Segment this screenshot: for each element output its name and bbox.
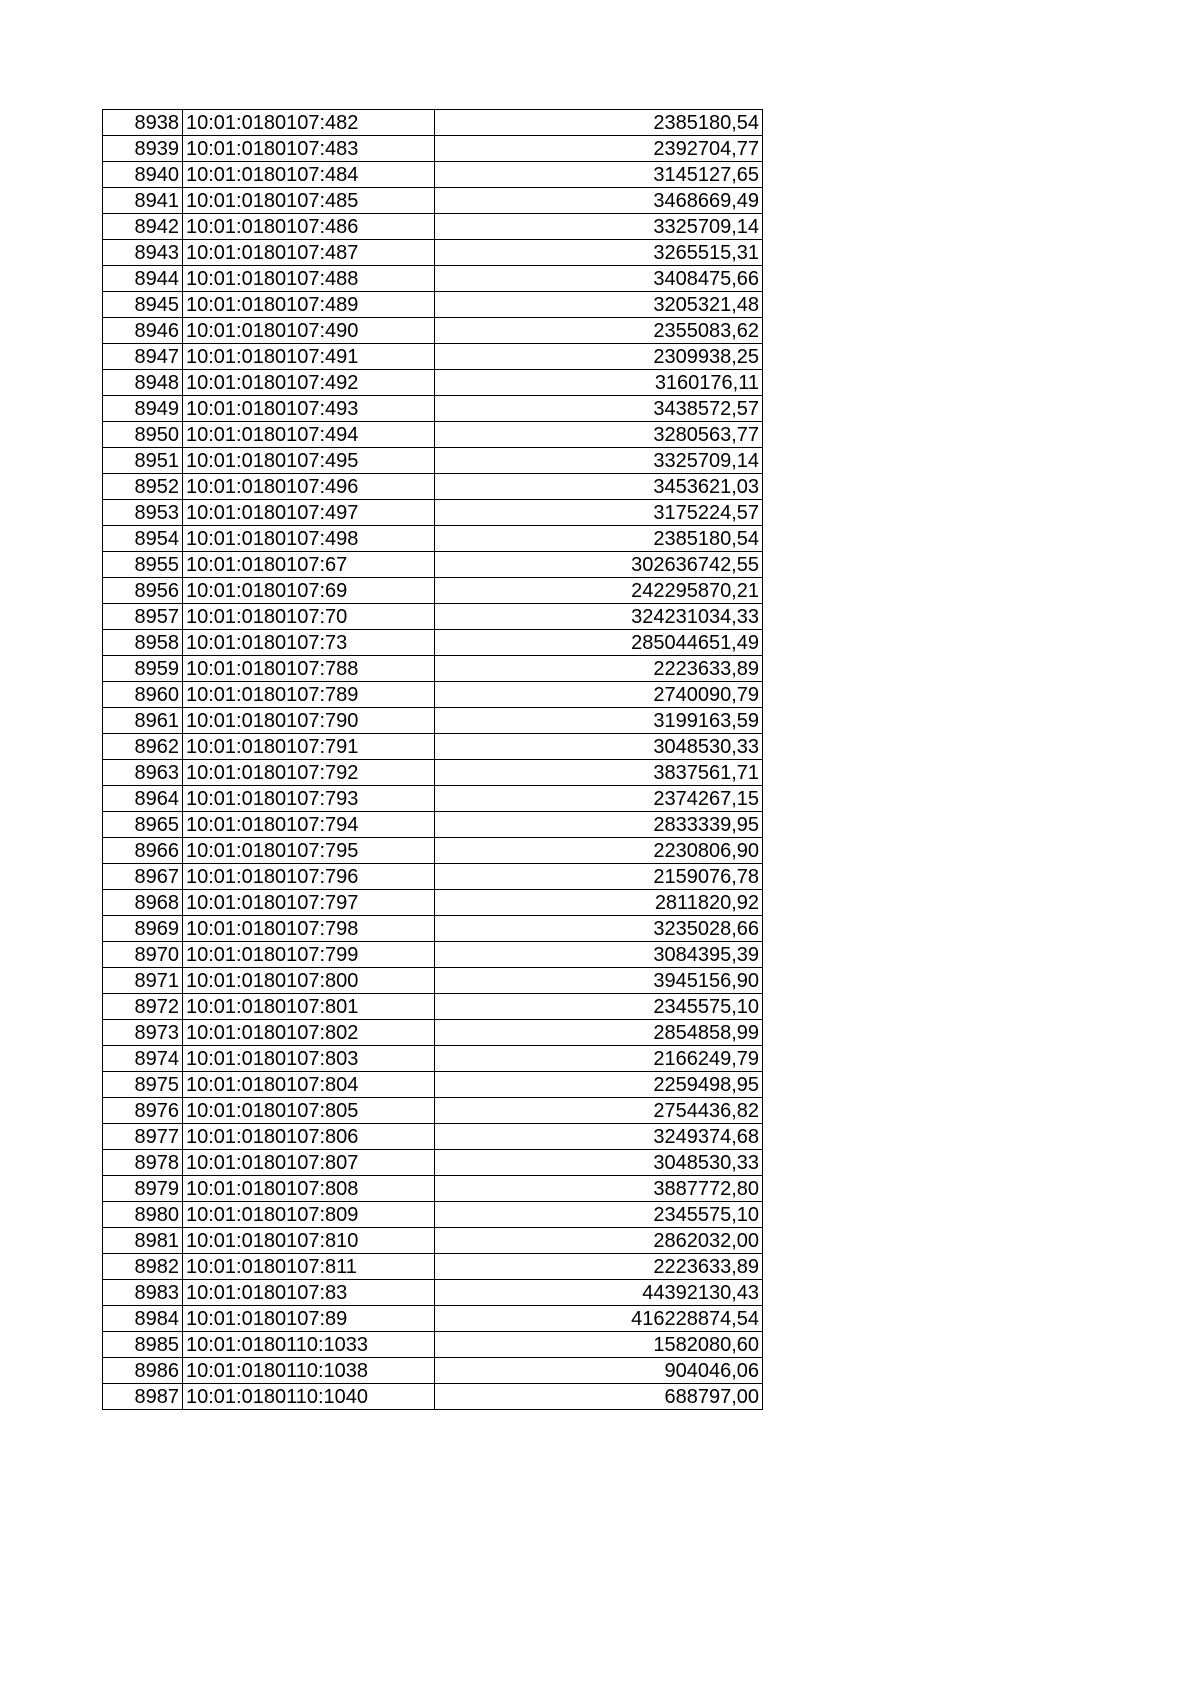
cadastral-value: 2345575,10: [435, 994, 763, 1020]
cadastral-value: 2309938,25: [435, 344, 763, 370]
table-row: [103, 838, 763, 864]
table-row: [103, 708, 763, 734]
cadastral-value: 2230806,90: [435, 838, 763, 864]
row-number: 8949: [103, 396, 183, 422]
table-row: [103, 1098, 763, 1124]
cadastral-value: 2385180,54: [435, 526, 763, 552]
row-number: 8952: [103, 474, 183, 500]
cadastral-value: 2385180,54: [435, 110, 763, 136]
table-row: [103, 942, 763, 968]
cadastral-number: 10:01:0180107:497: [183, 500, 435, 526]
table-row: [103, 760, 763, 786]
cadastral-value: 2159076,78: [435, 864, 763, 890]
table-row: [103, 1046, 763, 1072]
cadastral-value: 3160176,11: [435, 370, 763, 396]
cadastral-number: 10:01:0180107:800: [183, 968, 435, 994]
row-number: 8975: [103, 1072, 183, 1098]
table-row: [103, 526, 763, 552]
cadastral-value: 2740090,79: [435, 682, 763, 708]
cadastral-value: 3205321,48: [435, 292, 763, 318]
cadastral-number: 10:01:0180107:491: [183, 344, 435, 370]
table-body: [103, 110, 763, 1410]
row-number: 8966: [103, 838, 183, 864]
cadastral-number: 10:01:0180110:1040: [183, 1384, 435, 1410]
table-row: [103, 1384, 763, 1410]
cadastral-number: 10:01:0180107:790: [183, 708, 435, 734]
row-number: 8976: [103, 1098, 183, 1124]
row-number: 8974: [103, 1046, 183, 1072]
cadastral-number: 10:01:0180107:795: [183, 838, 435, 864]
cadastral-value: 2374267,15: [435, 786, 763, 812]
table-row: [103, 1358, 763, 1384]
row-number: 8979: [103, 1176, 183, 1202]
table-row: [103, 630, 763, 656]
cadastral-value: 3887772,80: [435, 1176, 763, 1202]
cadastral-number: 10:01:0180107:487: [183, 240, 435, 266]
row-number: 8938: [103, 110, 183, 136]
cadastral-number: 10:01:0180107:490: [183, 318, 435, 344]
row-number: 8981: [103, 1228, 183, 1254]
cadastral-value: 3199163,59: [435, 708, 763, 734]
cadastral-value: 3280563,77: [435, 422, 763, 448]
table-row: [103, 890, 763, 916]
cadastral-value: 242295870,21: [435, 578, 763, 604]
cadastral-value: 3084395,39: [435, 942, 763, 968]
table-row: [103, 344, 763, 370]
cadastral-number: 10:01:0180110:1038: [183, 1358, 435, 1384]
table-row: [103, 604, 763, 630]
cadastral-value: 3325709,14: [435, 214, 763, 240]
cadastral-number: 10:01:0180107:791: [183, 734, 435, 760]
cadastral-value: 2166249,79: [435, 1046, 763, 1072]
cadastral-number: 10:01:0180107:69: [183, 578, 435, 604]
cadastral-value: 3438572,57: [435, 396, 763, 422]
cadastral-value: 3408475,66: [435, 266, 763, 292]
row-number: 8963: [103, 760, 183, 786]
cadastral-value: 3048530,33: [435, 1150, 763, 1176]
table-row: [103, 292, 763, 318]
cadastral-value: 3325709,14: [435, 448, 763, 474]
cadastral-value: 2833339,95: [435, 812, 763, 838]
table-row: [103, 266, 763, 292]
cadastral-value: 2355083,62: [435, 318, 763, 344]
cadastral-number: 10:01:0180107:70: [183, 604, 435, 630]
cadastral-number: 10:01:0180107:801: [183, 994, 435, 1020]
cadastral-value: 1582080,60: [435, 1332, 763, 1358]
table-row: [103, 318, 763, 344]
cadastral-value: 3468669,49: [435, 188, 763, 214]
row-number: 8961: [103, 708, 183, 734]
cadastral-number: 10:01:0180107:494: [183, 422, 435, 448]
cadastral-number: 10:01:0180107:486: [183, 214, 435, 240]
cadastral-number: 10:01:0180107:483: [183, 136, 435, 162]
row-number: 8945: [103, 292, 183, 318]
cadastral-number: 10:01:0180107:788: [183, 656, 435, 682]
row-number: 8958: [103, 630, 183, 656]
table-row: [103, 1124, 763, 1150]
row-number: 8940: [103, 162, 183, 188]
cadastral-number: 10:01:0180107:808: [183, 1176, 435, 1202]
cadastral-number: 10:01:0180107:810: [183, 1228, 435, 1254]
cadastral-value: 416228874,54: [435, 1306, 763, 1332]
cadastral-value: 302636742,55: [435, 552, 763, 578]
table-row: [103, 1202, 763, 1228]
table-row: [103, 188, 763, 214]
row-number: 8948: [103, 370, 183, 396]
cadastral-number: 10:01:0180107:492: [183, 370, 435, 396]
table-row: [103, 916, 763, 942]
row-number: 8970: [103, 942, 183, 968]
table-row: [103, 1020, 763, 1046]
cadastral-number: 10:01:0180107:493: [183, 396, 435, 422]
cadastral-value: 904046,06: [435, 1358, 763, 1384]
table-row: [103, 552, 763, 578]
row-number: 8953: [103, 500, 183, 526]
row-number: 8946: [103, 318, 183, 344]
cadastral-number: 10:01:0180107:805: [183, 1098, 435, 1124]
table-row: [103, 448, 763, 474]
cadastral-value: 3048530,33: [435, 734, 763, 760]
cadastral-number: 10:01:0180107:495: [183, 448, 435, 474]
row-number: 8959: [103, 656, 183, 682]
cadastral-value: 2854858,99: [435, 1020, 763, 1046]
cadastral-number: 10:01:0180107:489: [183, 292, 435, 318]
cadastral-value: 2811820,92: [435, 890, 763, 916]
row-number: 8971: [103, 968, 183, 994]
table-row: [103, 1176, 763, 1202]
row-number: 8967: [103, 864, 183, 890]
row-number: 8978: [103, 1150, 183, 1176]
row-number: 8986: [103, 1358, 183, 1384]
cadastral-value: 285044651,49: [435, 630, 763, 656]
table-row: [103, 682, 763, 708]
cadastral-number: 10:01:0180107:496: [183, 474, 435, 500]
data-table: [102, 109, 763, 1410]
cadastral-number: 10:01:0180107:484: [183, 162, 435, 188]
table-row: [103, 656, 763, 682]
table-row: [103, 578, 763, 604]
cadastral-value: 2223633,89: [435, 1254, 763, 1280]
cadastral-value: 3945156,90: [435, 968, 763, 994]
row-number: 8982: [103, 1254, 183, 1280]
table-row: [103, 1306, 763, 1332]
cadastral-number: 10:01:0180107:792: [183, 760, 435, 786]
cadastral-number: 10:01:0180107:802: [183, 1020, 435, 1046]
row-number: 8984: [103, 1306, 183, 1332]
row-number: 8939: [103, 136, 183, 162]
row-number: 8969: [103, 916, 183, 942]
cadastral-number: 10:01:0180107:67: [183, 552, 435, 578]
table-row: [103, 1150, 763, 1176]
table-row: [103, 1228, 763, 1254]
table-row: [103, 474, 763, 500]
cadastral-value: 3453621,03: [435, 474, 763, 500]
cadastral-value: 2862032,00: [435, 1228, 763, 1254]
cadastral-number: 10:01:0180107:811: [183, 1254, 435, 1280]
cadastral-number: 10:01:0180107:799: [183, 942, 435, 968]
table-row: [103, 422, 763, 448]
row-number: 8944: [103, 266, 183, 292]
cadastral-value: 2223633,89: [435, 656, 763, 682]
cadastral-value: 2392704,77: [435, 136, 763, 162]
table-row: [103, 734, 763, 760]
cadastral-number: 10:01:0180107:488: [183, 266, 435, 292]
table-row: [103, 500, 763, 526]
table-row: [103, 396, 763, 422]
table-row: [103, 136, 763, 162]
row-number: 8954: [103, 526, 183, 552]
cadastral-value: 3837561,71: [435, 760, 763, 786]
row-number: 8950: [103, 422, 183, 448]
cadastral-number: 10:01:0180107:804: [183, 1072, 435, 1098]
row-number: 8965: [103, 812, 183, 838]
row-number: 8968: [103, 890, 183, 916]
row-number: 8973: [103, 1020, 183, 1046]
cadastral-number: 10:01:0180107:498: [183, 526, 435, 552]
cadastral-value: 3265515,31: [435, 240, 763, 266]
cadastral-number: 10:01:0180107:807: [183, 1150, 435, 1176]
table-row: [103, 162, 763, 188]
row-number: 8955: [103, 552, 183, 578]
row-number: 8980: [103, 1202, 183, 1228]
table-row: [103, 1280, 763, 1306]
table-row: [103, 786, 763, 812]
row-number: 8960: [103, 682, 183, 708]
row-number: 8985: [103, 1332, 183, 1358]
row-number: 8947: [103, 344, 183, 370]
row-number: 8943: [103, 240, 183, 266]
table-row: [103, 110, 763, 136]
cadastral-number: 10:01:0180107:797: [183, 890, 435, 916]
cadastral-value: 3249374,68: [435, 1124, 763, 1150]
cadastral-number: 10:01:0180107:796: [183, 864, 435, 890]
cadastral-number: 10:01:0180107:794: [183, 812, 435, 838]
row-number: 8964: [103, 786, 183, 812]
table-row: [103, 370, 763, 396]
table-row: [103, 240, 763, 266]
row-number: 8957: [103, 604, 183, 630]
row-number: 8942: [103, 214, 183, 240]
cadastral-value: 324231034,33: [435, 604, 763, 630]
table-row: [103, 994, 763, 1020]
table-row: [103, 1254, 763, 1280]
cadastral-number: 10:01:0180107:482: [183, 110, 435, 136]
cadastral-value: 2754436,82: [435, 1098, 763, 1124]
table-row: [103, 1332, 763, 1358]
table-row: [103, 1072, 763, 1098]
cadastral-value: 2345575,10: [435, 1202, 763, 1228]
cadastral-number: 10:01:0180107:806: [183, 1124, 435, 1150]
cadastral-number: 10:01:0180107:789: [183, 682, 435, 708]
row-number: 8987: [103, 1384, 183, 1410]
cadastral-number: 10:01:0180107:803: [183, 1046, 435, 1072]
cadastral-number: 10:01:0180107:793: [183, 786, 435, 812]
cadastral-number: 10:01:0180107:89: [183, 1306, 435, 1332]
cadastral-number: 10:01:0180110:1033: [183, 1332, 435, 1358]
cadastral-number: 10:01:0180107:83: [183, 1280, 435, 1306]
row-number: 8977: [103, 1124, 183, 1150]
table-row: [103, 214, 763, 240]
cadastral-value: 688797,00: [435, 1384, 763, 1410]
row-number: 8983: [103, 1280, 183, 1306]
cadastral-value: 3235028,66: [435, 916, 763, 942]
cadastral-number: 10:01:0180107:798: [183, 916, 435, 942]
table-row: [103, 968, 763, 994]
cadastral-value: 2259498,95: [435, 1072, 763, 1098]
table-row: [103, 812, 763, 838]
cadastral-number: 10:01:0180107:73: [183, 630, 435, 656]
table-row: [103, 864, 763, 890]
row-number: 8972: [103, 994, 183, 1020]
cadastral-value: 44392130,43: [435, 1280, 763, 1306]
row-number: 8962: [103, 734, 183, 760]
cadastral-value: 3145127,65: [435, 162, 763, 188]
cadastral-value: 3175224,57: [435, 500, 763, 526]
row-number: 8956: [103, 578, 183, 604]
cadastral-number: 10:01:0180107:485: [183, 188, 435, 214]
row-number: 8951: [103, 448, 183, 474]
row-number: 8941: [103, 188, 183, 214]
cadastral-number: 10:01:0180107:809: [183, 1202, 435, 1228]
